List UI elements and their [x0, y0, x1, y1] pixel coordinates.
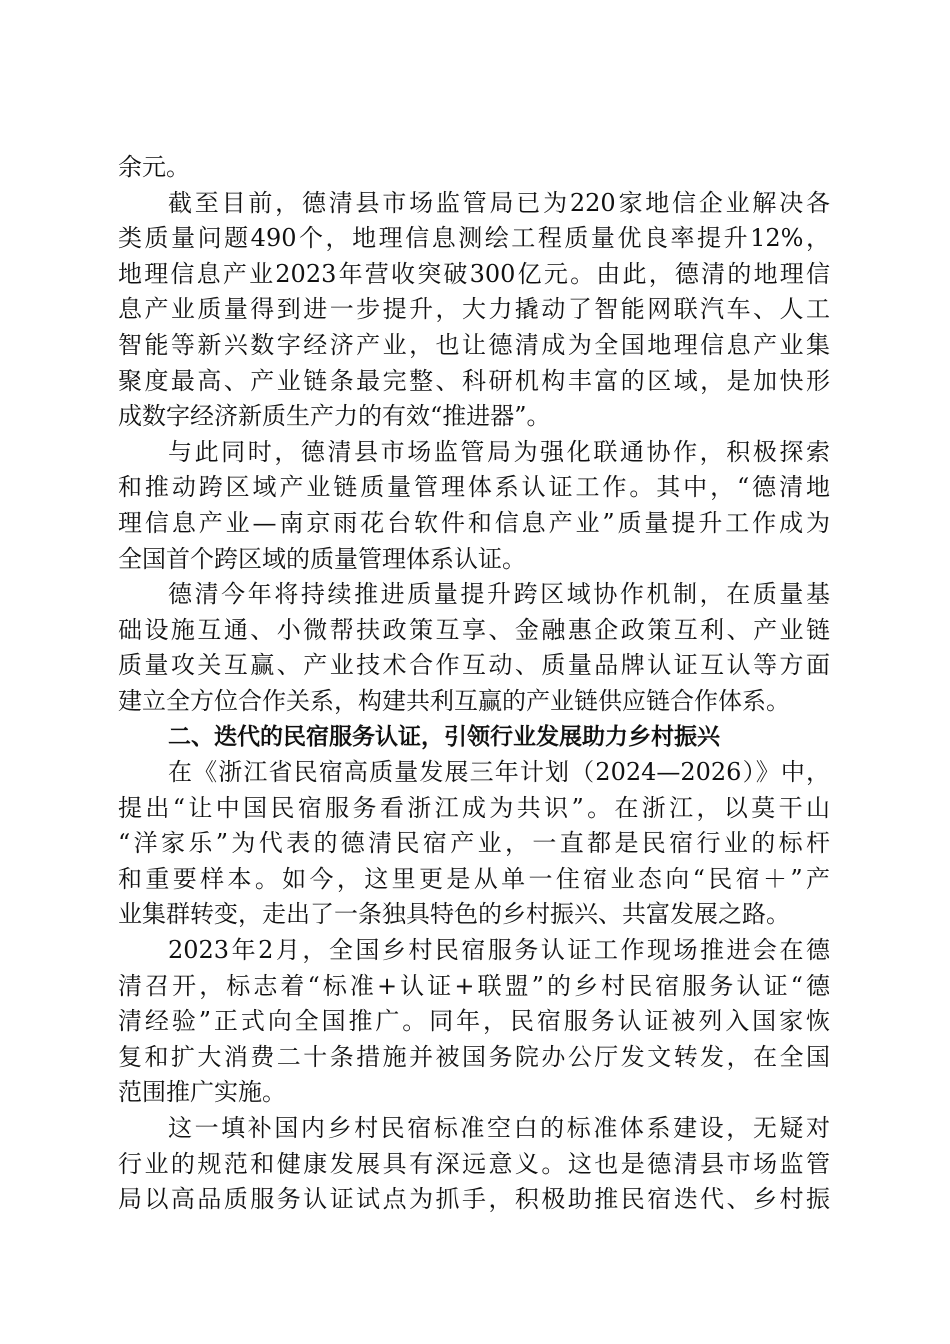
paragraph-line: 业集群转变，走出了一条独具特色的乡村振兴、共富发展之路。	[118, 900, 790, 929]
paragraph-line: 复和扩大消费二十条措施并被国务院办公厅发文转发，在全国	[118, 1042, 830, 1071]
paragraph-line: 息产业质量得到进一步提升，大力撬动了智能网联汽车、人工	[118, 295, 830, 324]
paragraph-line: 成数字经济新质生产力的有效“推进器”。	[118, 402, 551, 431]
paragraph-line: 聚度最高、产业链条最完整、科研机构丰富的区域，是加快形	[118, 366, 830, 395]
paragraph-line: 在《浙江省民宿高质量发展三年计划（2024—2026）》中，	[168, 758, 830, 787]
paragraph-line: 2023年2月，全国乡村民宿服务认证工作现场推进会在德	[168, 936, 830, 965]
paragraph-line: 和推动跨区域产业链质量管理体系认证工作。其中，“德清地	[118, 473, 830, 502]
paragraph-line: 与此同时，德清县市场监管局为强化联通协作，积极探索	[168, 437, 830, 466]
paragraph-line: 提出“让中国民宿服务看浙江成为共识”。在浙江，以莫干山	[118, 793, 830, 822]
paragraph-line: 清经验”正式向全国推广。同年，民宿服务认证被列入国家恢	[118, 1007, 830, 1036]
paragraph-line: 地理信息产业2023年营收突破300亿元。由此，德清的地理信	[118, 259, 830, 288]
paragraph-line: 这一填补国内乡村民宿标准空白的标准体系建设，无疑对	[168, 1114, 830, 1143]
paragraph-line: 建立全方位合作关系，构建共利互赢的产业链供应链合作体系。	[118, 686, 790, 715]
paragraph-line: “洋家乐”为代表的德清民宿产业，一直都是民宿行业的标杆	[118, 829, 830, 858]
paragraph-line: 清召开，标志着“标准+认证+联盟”的乡村民宿服务认证“德	[118, 971, 830, 1000]
paragraph-line: 智能等新兴数字经济产业，也让德清成为全国地理信息产业集	[118, 330, 830, 359]
paragraph-line: 础设施互通、小微帮扶政策互享、金融惠企政策互利、产业链	[118, 615, 830, 644]
paragraph-line: 行业的规范和健康发展具有深远意义。这也是德清县市场监管	[118, 1149, 830, 1178]
paragraph-line: 全国首个跨区域的质量管理体系认证。	[118, 544, 526, 573]
paragraph-line: 类质量问题490个，地理信息测绘工程质量优良率提升12%，	[118, 224, 830, 253]
paragraph-line: 范围推广实施。	[118, 1078, 286, 1107]
paragraph-line: 截至目前，德清县市场监管局已为220家地信企业解决各	[168, 188, 830, 217]
paragraph-line: 余元。	[118, 153, 190, 181]
paragraph-line: 理信息产业—南京雨花台软件和信息产业”质量提升工作成为	[118, 508, 830, 537]
section-heading: 二、迭代的民宿服务认证，引领行业发展助力乡村振兴	[168, 723, 720, 750]
paragraph-line: 德清今年将持续推进质量提升跨区域协作机制，在质量基	[168, 580, 830, 609]
paragraph-line: 局以高品质服务认证试点为抓手，积极助推民宿迭代、乡村振	[118, 1185, 830, 1214]
paragraph-line: 和重要样本。如今，这里更是从单一住宿业态向“民宿＋”产	[118, 864, 830, 893]
document-body	[118, 150, 830, 1218]
paragraph-line: 质量攻关互赢、产业技术合作互动、质量品牌认证互认等方面	[118, 651, 830, 680]
